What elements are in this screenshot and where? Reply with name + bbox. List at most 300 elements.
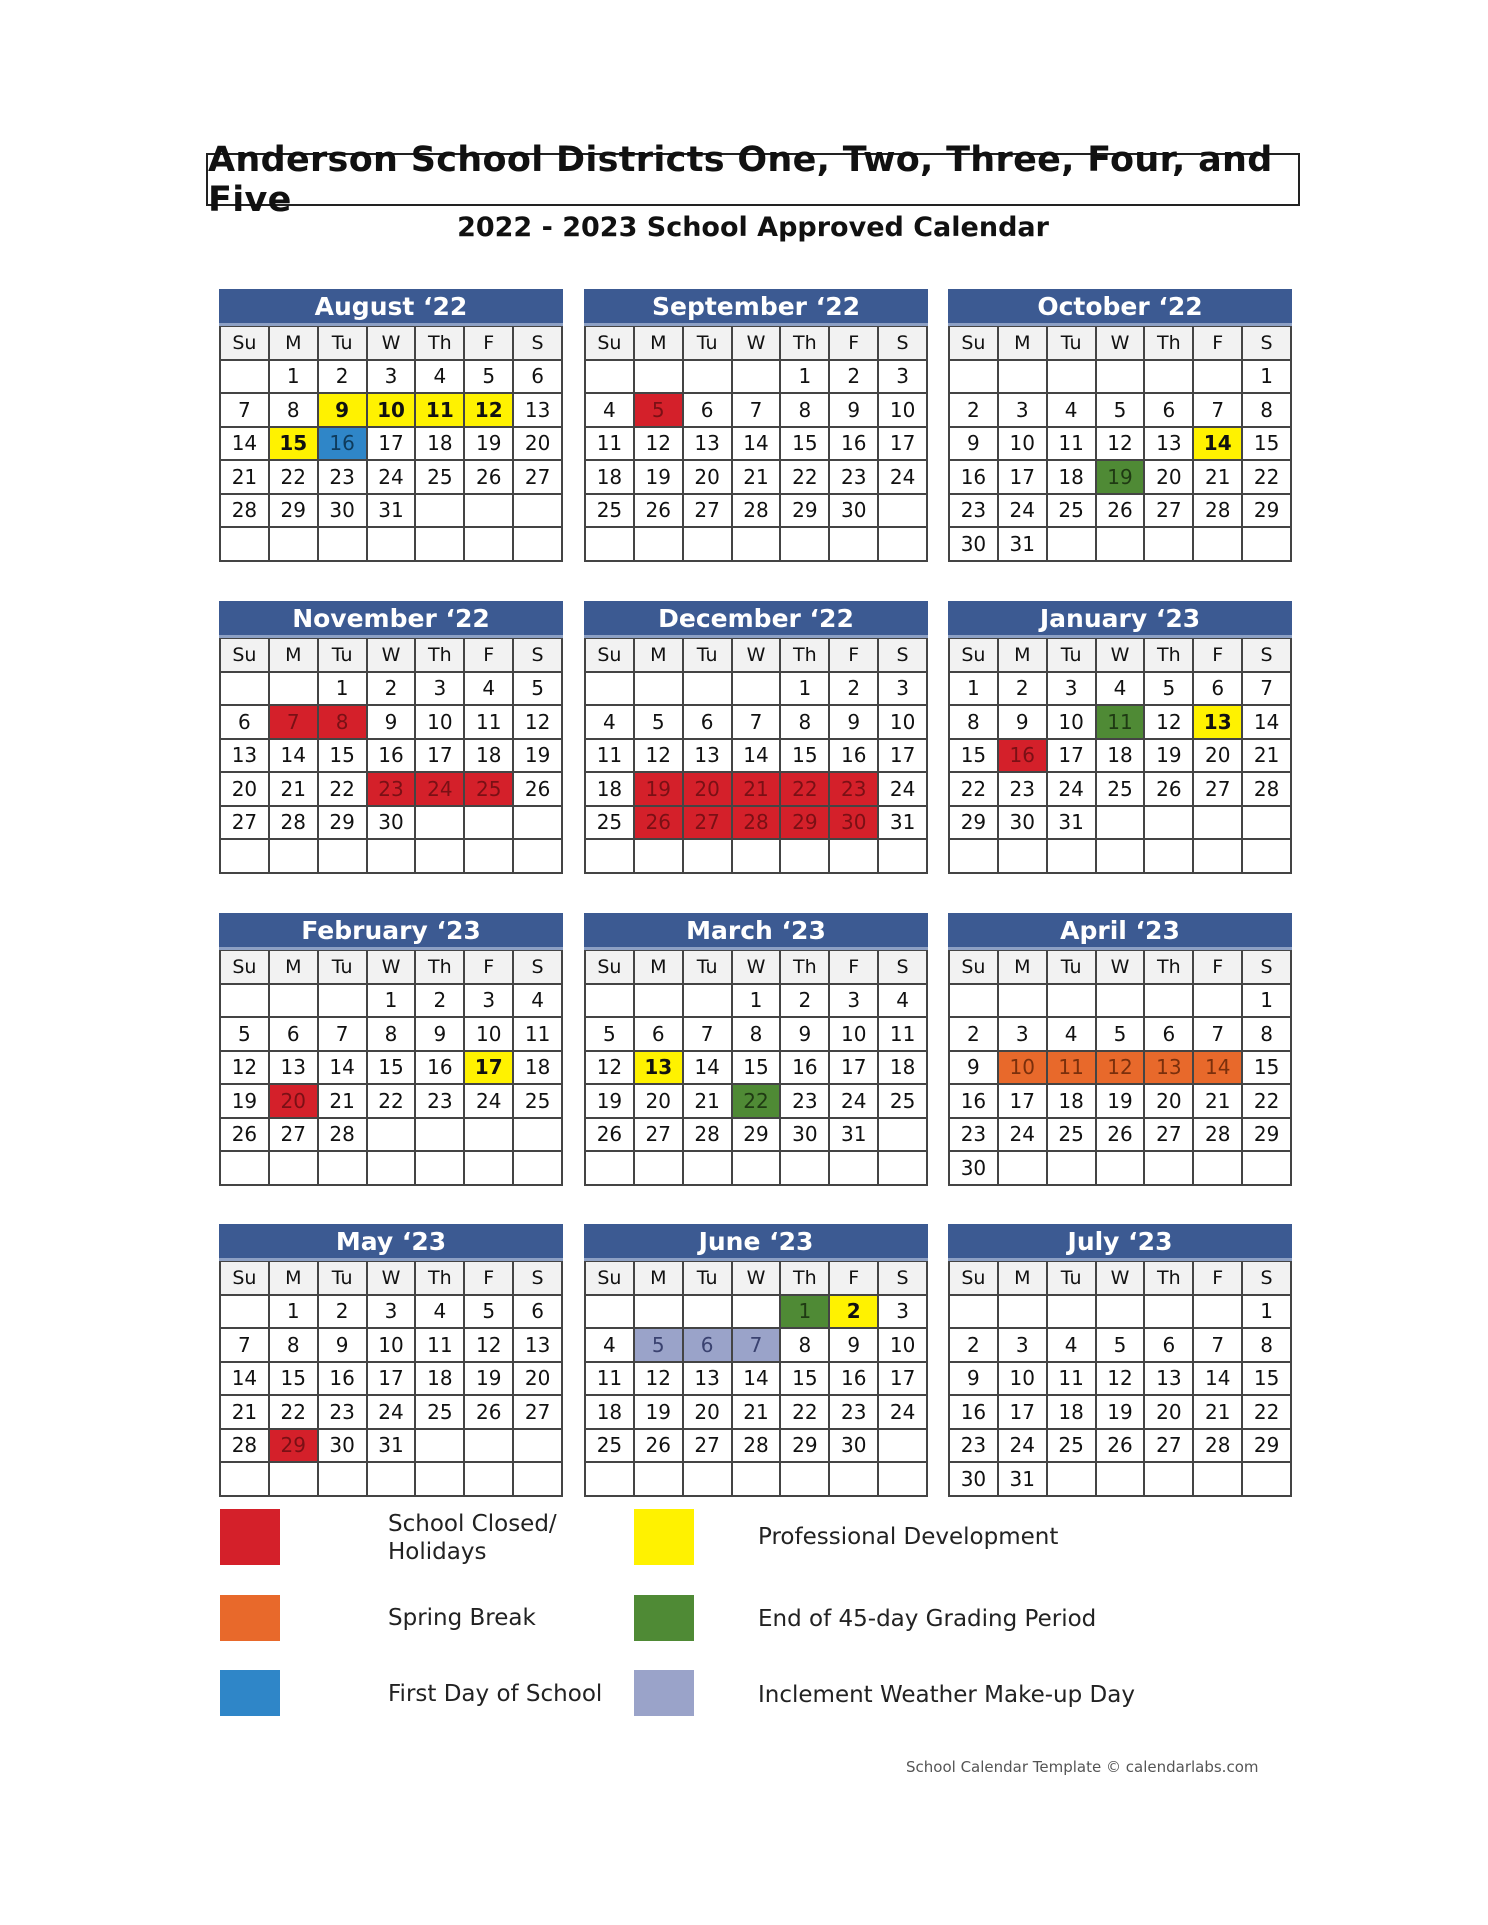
empty-cell [416, 495, 465, 529]
day-cell: 24 [465, 1085, 514, 1119]
day-cell: 2 [416, 985, 465, 1019]
weekday-header: W [1097, 1262, 1146, 1296]
day-cell: 20 [514, 428, 563, 462]
page-subtitle: 2022 - 2023 School Approved Calendar [457, 212, 1049, 243]
day-cell: 19 [221, 1085, 270, 1119]
day-cell: 15 [1243, 1052, 1292, 1086]
weekday-header: S [514, 327, 563, 361]
weekday-header: M [635, 1262, 684, 1296]
day-cell: 26 [635, 495, 684, 529]
empty-cell [1145, 1296, 1194, 1330]
day-cell: 23 [830, 1396, 879, 1430]
weekday-header: Su [221, 1262, 270, 1296]
day-cell: 15 [950, 740, 999, 774]
day-cell: 21 [733, 1396, 782, 1430]
day-cell: 25 [416, 461, 465, 495]
empty-cell [270, 985, 319, 1019]
empty-cell [684, 1152, 733, 1186]
day-cell: 4 [586, 1329, 635, 1363]
day-cell: 1 [1243, 985, 1292, 1019]
empty-cell [999, 1152, 1048, 1186]
day-cell: 10 [999, 1363, 1048, 1397]
empty-cell [1243, 807, 1292, 841]
day-cell: 28 [1194, 1430, 1243, 1464]
day-cell: 16 [830, 428, 879, 462]
day-cell: 23 [319, 1396, 368, 1430]
empty-cell [221, 1463, 270, 1497]
day-cell: 19 [1097, 1396, 1146, 1430]
empty-cell [1194, 1296, 1243, 1330]
month-grid [219, 1261, 563, 1497]
day-cell: 1 [781, 673, 830, 707]
empty-cell [1194, 528, 1243, 562]
weekday-header: M [999, 1262, 1048, 1296]
month-calendar [219, 913, 563, 1186]
day-cell: 19 [514, 740, 563, 774]
weekday-header: M [635, 951, 684, 985]
empty-cell [586, 528, 635, 562]
day-cell: 25 [586, 1430, 635, 1464]
legend-label-first: First Day of School [388, 1681, 603, 1707]
day-cell: 30 [319, 495, 368, 529]
empty-cell [684, 1296, 733, 1330]
day-cell-pd: 11 [416, 394, 465, 428]
empty-cell [1243, 840, 1292, 874]
empty-cell [270, 528, 319, 562]
day-cell: 26 [1097, 1119, 1146, 1153]
empty-cell [465, 495, 514, 529]
day-cell: 24 [830, 1085, 879, 1119]
day-cell: 15 [270, 1363, 319, 1397]
weekday-header: F [830, 327, 879, 361]
day-cell: 13 [221, 740, 270, 774]
day-cell: 12 [586, 1052, 635, 1086]
day-cell: 21 [270, 773, 319, 807]
weekday-header: Tu [319, 1262, 368, 1296]
weekday-header: S [514, 639, 563, 673]
empty-cell [1145, 840, 1194, 874]
empty-cell [635, 673, 684, 707]
weekday-header: W [1097, 639, 1146, 673]
weekday-header: F [830, 1262, 879, 1296]
day-cell: 25 [416, 1396, 465, 1430]
empty-cell [950, 1296, 999, 1330]
weekday-header: Su [586, 1262, 635, 1296]
empty-cell [733, 1152, 782, 1186]
footer-credit: School Calendar Template © calendarlabs.com [906, 1758, 1259, 1776]
legend-label-grading: End of 45-day Grading Period [758, 1606, 1097, 1632]
day-cell: 4 [1097, 673, 1146, 707]
day-cell: 13 [684, 428, 733, 462]
month-calendar [948, 913, 1292, 1186]
day-cell: 29 [950, 807, 999, 841]
day-cell-first: 16 [319, 428, 368, 462]
day-cell: 30 [368, 807, 417, 841]
day-cell: 23 [781, 1085, 830, 1119]
day-cell: 12 [465, 1329, 514, 1363]
day-cell: 29 [733, 1119, 782, 1153]
day-cell: 30 [950, 1152, 999, 1186]
day-cell: 28 [1243, 773, 1292, 807]
month-calendar [584, 913, 928, 1186]
day-cell-grading: 19 [1097, 461, 1146, 495]
month-grid [584, 326, 928, 562]
empty-cell [999, 361, 1048, 395]
day-cell: 6 [514, 1296, 563, 1330]
empty-cell [514, 1119, 563, 1153]
month-grid [948, 326, 1292, 562]
day-cell: 14 [319, 1052, 368, 1086]
day-cell: 23 [319, 461, 368, 495]
weekday-header: Tu [684, 327, 733, 361]
empty-cell [1048, 1296, 1097, 1330]
empty-cell [1145, 528, 1194, 562]
empty-cell [1194, 807, 1243, 841]
weekday-header: S [879, 951, 928, 985]
month-calendar [219, 289, 563, 562]
day-cell: 2 [950, 1018, 999, 1052]
month-grid [219, 326, 563, 562]
day-cell: 16 [319, 1363, 368, 1397]
empty-cell [635, 1463, 684, 1497]
month-title: August ‘22 [219, 289, 563, 326]
day-cell: 28 [733, 495, 782, 529]
month-calendar [948, 601, 1292, 874]
day-cell: 13 [1145, 428, 1194, 462]
day-cell: 7 [684, 1018, 733, 1052]
month-calendar [584, 289, 928, 562]
day-cell: 17 [368, 428, 417, 462]
month-calendar [584, 601, 928, 874]
day-cell-closed: 29 [781, 807, 830, 841]
day-cell: 15 [781, 428, 830, 462]
day-cell: 12 [1145, 706, 1194, 740]
weekday-header: F [830, 951, 879, 985]
day-cell: 12 [635, 428, 684, 462]
day-cell-closed: 7 [270, 706, 319, 740]
empty-cell [830, 840, 879, 874]
day-cell: 8 [1243, 394, 1292, 428]
month-grid [584, 638, 928, 874]
day-cell: 27 [221, 807, 270, 841]
day-cell: 24 [999, 1430, 1048, 1464]
month-title: March ‘23 [584, 913, 928, 950]
day-cell: 2 [781, 985, 830, 1019]
day-cell: 2 [950, 1329, 999, 1363]
day-cell: 5 [465, 1296, 514, 1330]
day-cell: 23 [950, 1430, 999, 1464]
day-cell: 25 [1048, 1119, 1097, 1153]
day-cell-pd: 10 [368, 394, 417, 428]
day-cell-weather: 6 [684, 1329, 733, 1363]
weekday-header: W [368, 1262, 417, 1296]
day-cell: 4 [465, 673, 514, 707]
empty-cell [879, 1463, 928, 1497]
day-cell: 18 [879, 1052, 928, 1086]
day-cell-closed: 22 [781, 773, 830, 807]
month-title: April ‘23 [948, 913, 1292, 950]
empty-cell [465, 840, 514, 874]
day-cell: 10 [879, 1329, 928, 1363]
empty-cell [879, 1119, 928, 1153]
day-cell-spring: 13 [1145, 1052, 1194, 1086]
day-cell: 16 [368, 740, 417, 774]
day-cell: 9 [319, 1329, 368, 1363]
empty-cell [950, 840, 999, 874]
weekday-header: Th [416, 1262, 465, 1296]
day-cell-closed: 25 [465, 773, 514, 807]
day-cell: 20 [684, 461, 733, 495]
weekday-header: W [733, 951, 782, 985]
day-cell: 30 [830, 1430, 879, 1464]
empty-cell [270, 673, 319, 707]
day-cell: 2 [319, 1296, 368, 1330]
day-cell: 17 [879, 740, 928, 774]
day-cell: 26 [514, 773, 563, 807]
empty-cell [635, 1296, 684, 1330]
day-cell: 3 [999, 1329, 1048, 1363]
day-cell: 9 [830, 394, 879, 428]
day-cell: 9 [999, 706, 1048, 740]
day-cell: 27 [635, 1119, 684, 1153]
day-cell: 6 [1145, 1329, 1194, 1363]
day-cell: 3 [879, 361, 928, 395]
empty-cell [635, 1152, 684, 1186]
weekday-header: W [368, 327, 417, 361]
weekday-header: Tu [319, 951, 368, 985]
empty-cell [1097, 1152, 1146, 1186]
day-cell: 13 [684, 740, 733, 774]
weekday-header: S [879, 327, 928, 361]
day-cell: 2 [999, 673, 1048, 707]
weekday-header: Th [1145, 1262, 1194, 1296]
day-cell: 11 [416, 1329, 465, 1363]
day-cell: 5 [586, 1018, 635, 1052]
day-cell: 31 [999, 528, 1048, 562]
day-cell-grading: 1 [781, 1296, 830, 1330]
day-cell-closed: 29 [270, 1430, 319, 1464]
weekday-header: Th [1145, 327, 1194, 361]
empty-cell [1194, 840, 1243, 874]
weekday-header: Su [586, 639, 635, 673]
empty-cell [635, 528, 684, 562]
day-cell: 22 [270, 1396, 319, 1430]
day-cell: 25 [1097, 773, 1146, 807]
day-cell: 9 [368, 706, 417, 740]
month-title: July ‘23 [948, 1224, 1292, 1261]
day-cell: 11 [879, 1018, 928, 1052]
day-cell-weather: 7 [733, 1329, 782, 1363]
day-cell-pd: 14 [1194, 428, 1243, 462]
empty-cell [999, 985, 1048, 1019]
day-cell: 14 [684, 1052, 733, 1086]
month-grid [584, 1261, 928, 1497]
day-cell: 3 [1048, 673, 1097, 707]
day-cell: 5 [1145, 673, 1194, 707]
month-grid [948, 950, 1292, 1186]
empty-cell [465, 1152, 514, 1186]
day-cell: 7 [1243, 673, 1292, 707]
day-cell: 14 [221, 1363, 270, 1397]
day-cell: 23 [999, 773, 1048, 807]
empty-cell [586, 673, 635, 707]
day-cell: 24 [368, 1396, 417, 1430]
day-cell: 26 [635, 1430, 684, 1464]
day-cell: 20 [684, 1396, 733, 1430]
weekday-header: W [1097, 327, 1146, 361]
day-cell: 1 [270, 1296, 319, 1330]
day-cell: 28 [1194, 1119, 1243, 1153]
empty-cell [368, 528, 417, 562]
day-cell: 6 [635, 1018, 684, 1052]
weekday-header: W [733, 639, 782, 673]
empty-cell [635, 840, 684, 874]
empty-cell [781, 528, 830, 562]
empty-cell [635, 985, 684, 1019]
weekday-header: S [1243, 951, 1292, 985]
day-cell-grading: 22 [733, 1085, 782, 1119]
day-cell: 29 [270, 495, 319, 529]
empty-cell [684, 985, 733, 1019]
weekday-header: S [1243, 639, 1292, 673]
empty-cell [586, 1152, 635, 1186]
month-title: November ‘22 [219, 601, 563, 638]
day-cell: 18 [416, 428, 465, 462]
day-cell: 25 [1048, 1430, 1097, 1464]
day-cell: 15 [781, 1363, 830, 1397]
month-title: May ‘23 [219, 1224, 563, 1261]
weekday-header: Th [781, 951, 830, 985]
day-cell-closed: 23 [830, 773, 879, 807]
day-cell-closed: 5 [635, 394, 684, 428]
day-cell: 24 [368, 461, 417, 495]
empty-cell [586, 361, 635, 395]
day-cell: 26 [465, 1396, 514, 1430]
day-cell: 16 [950, 1085, 999, 1119]
day-cell: 18 [514, 1052, 563, 1086]
empty-cell [733, 1296, 782, 1330]
day-cell: 22 [270, 461, 319, 495]
day-cell: 22 [1243, 1085, 1292, 1119]
day-cell: 29 [1243, 1430, 1292, 1464]
day-cell-closed: 20 [270, 1085, 319, 1119]
weekday-header: Tu [1048, 327, 1097, 361]
weekday-header: Tu [684, 951, 733, 985]
day-cell-closed: 21 [733, 773, 782, 807]
day-cell: 19 [1097, 1085, 1146, 1119]
day-cell: 5 [1097, 1018, 1146, 1052]
day-cell: 9 [416, 1018, 465, 1052]
day-cell: 20 [1194, 740, 1243, 774]
empty-cell [514, 807, 563, 841]
day-cell: 21 [1194, 1396, 1243, 1430]
day-cell: 15 [319, 740, 368, 774]
month-grid [948, 1261, 1292, 1497]
empty-cell [319, 840, 368, 874]
day-cell: 8 [368, 1018, 417, 1052]
day-cell: 25 [1048, 495, 1097, 529]
day-cell: 16 [830, 1363, 879, 1397]
weekday-header: Th [781, 639, 830, 673]
weekday-header: Th [416, 327, 465, 361]
month-grid [584, 950, 928, 1186]
weekday-header: Th [416, 639, 465, 673]
day-cell: 7 [1194, 394, 1243, 428]
weekday-header: S [514, 951, 563, 985]
day-cell: 16 [830, 740, 879, 774]
empty-cell [733, 673, 782, 707]
day-cell: 18 [1048, 461, 1097, 495]
day-cell: 4 [586, 706, 635, 740]
day-cell-spring: 14 [1194, 1052, 1243, 1086]
weekday-header: M [270, 639, 319, 673]
day-cell: 23 [950, 495, 999, 529]
empty-cell [999, 840, 1048, 874]
weekday-header: W [1097, 951, 1146, 985]
month-calendar [219, 601, 563, 874]
weekday-header: Su [586, 951, 635, 985]
day-cell: 9 [950, 428, 999, 462]
empty-cell [319, 1463, 368, 1497]
day-cell: 5 [514, 673, 563, 707]
empty-cell [684, 361, 733, 395]
weekday-header: M [270, 951, 319, 985]
weekday-header: W [733, 1262, 782, 1296]
month-title: December ‘22 [584, 601, 928, 638]
weekday-header: Th [1145, 639, 1194, 673]
day-cell: 18 [586, 461, 635, 495]
day-cell: 11 [514, 1018, 563, 1052]
empty-cell [319, 528, 368, 562]
empty-cell [465, 1430, 514, 1464]
empty-cell [1145, 1152, 1194, 1186]
empty-cell [781, 1463, 830, 1497]
day-cell: 9 [830, 1329, 879, 1363]
legend-swatch-grading [634, 1595, 694, 1641]
day-cell: 1 [733, 985, 782, 1019]
day-cell: 26 [465, 461, 514, 495]
day-cell: 5 [465, 361, 514, 395]
day-cell: 10 [999, 428, 1048, 462]
day-cell: 18 [1048, 1085, 1097, 1119]
empty-cell [514, 840, 563, 874]
empty-cell [514, 1463, 563, 1497]
day-cell: 7 [319, 1018, 368, 1052]
empty-cell [221, 528, 270, 562]
empty-cell [879, 840, 928, 874]
empty-cell [1194, 1152, 1243, 1186]
day-cell: 4 [514, 985, 563, 1019]
empty-cell [999, 1296, 1048, 1330]
day-cell: 24 [879, 773, 928, 807]
empty-cell [733, 528, 782, 562]
empty-cell [733, 1463, 782, 1497]
day-cell: 16 [950, 461, 999, 495]
weekday-header: Tu [319, 639, 368, 673]
day-cell: 13 [514, 1329, 563, 1363]
day-cell: 13 [1145, 1363, 1194, 1397]
empty-cell [416, 807, 465, 841]
day-cell-spring: 11 [1048, 1052, 1097, 1086]
day-cell: 2 [830, 361, 879, 395]
legend-swatch-weather [634, 1670, 694, 1716]
day-cell: 3 [465, 985, 514, 1019]
day-cell: 3 [879, 673, 928, 707]
day-cell: 3 [416, 673, 465, 707]
day-cell: 5 [1097, 1329, 1146, 1363]
weekday-header: M [999, 951, 1048, 985]
empty-cell [1097, 1463, 1146, 1497]
